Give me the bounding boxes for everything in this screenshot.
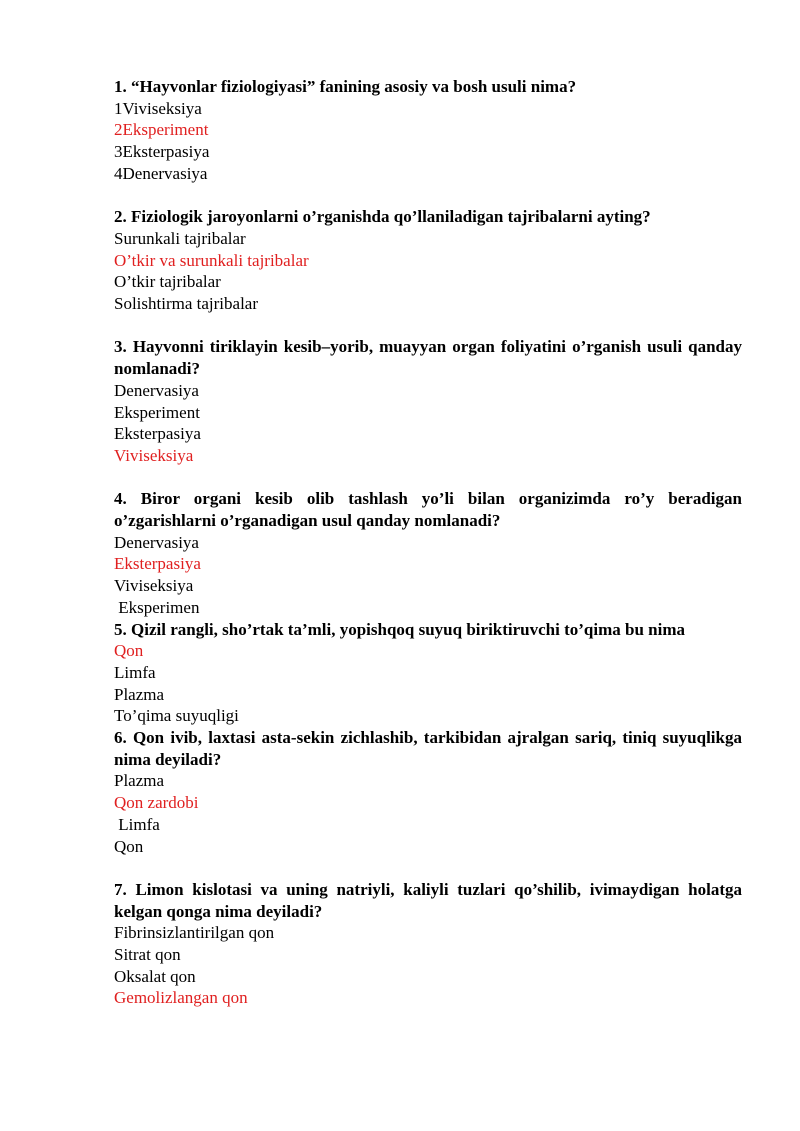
answer-option: Viviseksiya <box>114 576 194 596</box>
answer-option: O’tkir tajribalar <box>114 272 221 292</box>
answer-option: Eksperimen <box>114 597 200 617</box>
answer-option: Denervasiya <box>114 532 199 552</box>
answer-option: Fibrinsizlantirilgan qon <box>114 923 275 943</box>
question-text: 5. Qizil rangli, sho’rtak ta’mli, yopishqoq suyuq biriktiruvchi to’qima bu nima <box>114 619 686 639</box>
answer-option-correct: Qon zardobi <box>114 793 199 813</box>
spacer <box>114 315 742 337</box>
answer-option: Plazma <box>114 684 165 704</box>
answer-option-correct: Qon <box>114 641 144 661</box>
answer-option-correct: Viviseksiya <box>114 445 194 465</box>
answer-option-correct: O’tkir va surunkali tajribalar <box>114 250 309 270</box>
answer-option: Surunkali tajribalar <box>114 228 246 248</box>
question-block <box>114 206 742 336</box>
question-text: 7. Limon kislotasi va uning natriyli, kaliyli tuzlari qo’shilib, ivimaydigan holatga kelgan qonga nima deyiladi? <box>114 879 742 921</box>
spacer <box>114 185 742 207</box>
spacer <box>114 857 742 879</box>
answer-option: Eksterpasiya <box>114 424 201 444</box>
question-text: 3. Hayvonni tiriklayin kesib–yorib, muayyan organ foliyatini o’rganish usuli qanday nomlanadi? <box>114 337 742 379</box>
question-block <box>114 76 742 206</box>
question-block <box>114 879 742 1009</box>
answer-option: Oksalat qon <box>114 966 196 986</box>
answer-option: Eksperiment <box>114 402 200 422</box>
question-block <box>114 336 742 488</box>
question-block <box>114 619 742 728</box>
question-text: 2. Fiziologik jaroyonlarni o’rganishda qo’llaniladigan tajribalarni ayting? <box>114 207 651 227</box>
answer-option: Qon <box>114 836 144 856</box>
answer-option: Limfa <box>114 814 160 834</box>
answer-option: Limfa <box>114 662 156 682</box>
answer-option-correct: 2Eksperiment <box>114 120 209 140</box>
document-page <box>114 76 742 1009</box>
answer-option-correct: Gemolizlangan qon <box>114 988 248 1008</box>
question-text: 1. “Hayvonlar fiziologiyasi” fanining asosiy va bosh usuli nima? <box>114 77 577 96</box>
answer-option: Plazma <box>114 771 165 791</box>
answer-option: Denervasiya <box>114 380 199 400</box>
question-text: 6. Qon ivib, laxtasi asta-sekin zichlashib, tarkibidan ajralgan sariq, tiniq suyuqlikga nima deyiladi? <box>114 728 742 769</box>
answer-option-correct: Eksterpasiya <box>114 554 201 574</box>
answer-option: Solishtirma tajribalar <box>114 294 258 314</box>
answer-option: To’qima suyuqligi <box>114 706 239 726</box>
question-block <box>114 727 742 879</box>
question-text: 4. Biror organi kesib olib tashlash yo’li bilan organizimda ro’y beradigan o’zgarishlarni o’rganadigan usul qanday nomlanadi? <box>114 489 742 531</box>
answer-option: 1Viviseksiya <box>114 98 202 118</box>
question-block <box>114 488 742 618</box>
answer-option: Sitrat qon <box>114 945 181 965</box>
answer-option: 3Eksterpasiya <box>114 142 210 162</box>
spacer <box>114 467 742 489</box>
answer-option: 4Denervasiya <box>114 163 208 183</box>
